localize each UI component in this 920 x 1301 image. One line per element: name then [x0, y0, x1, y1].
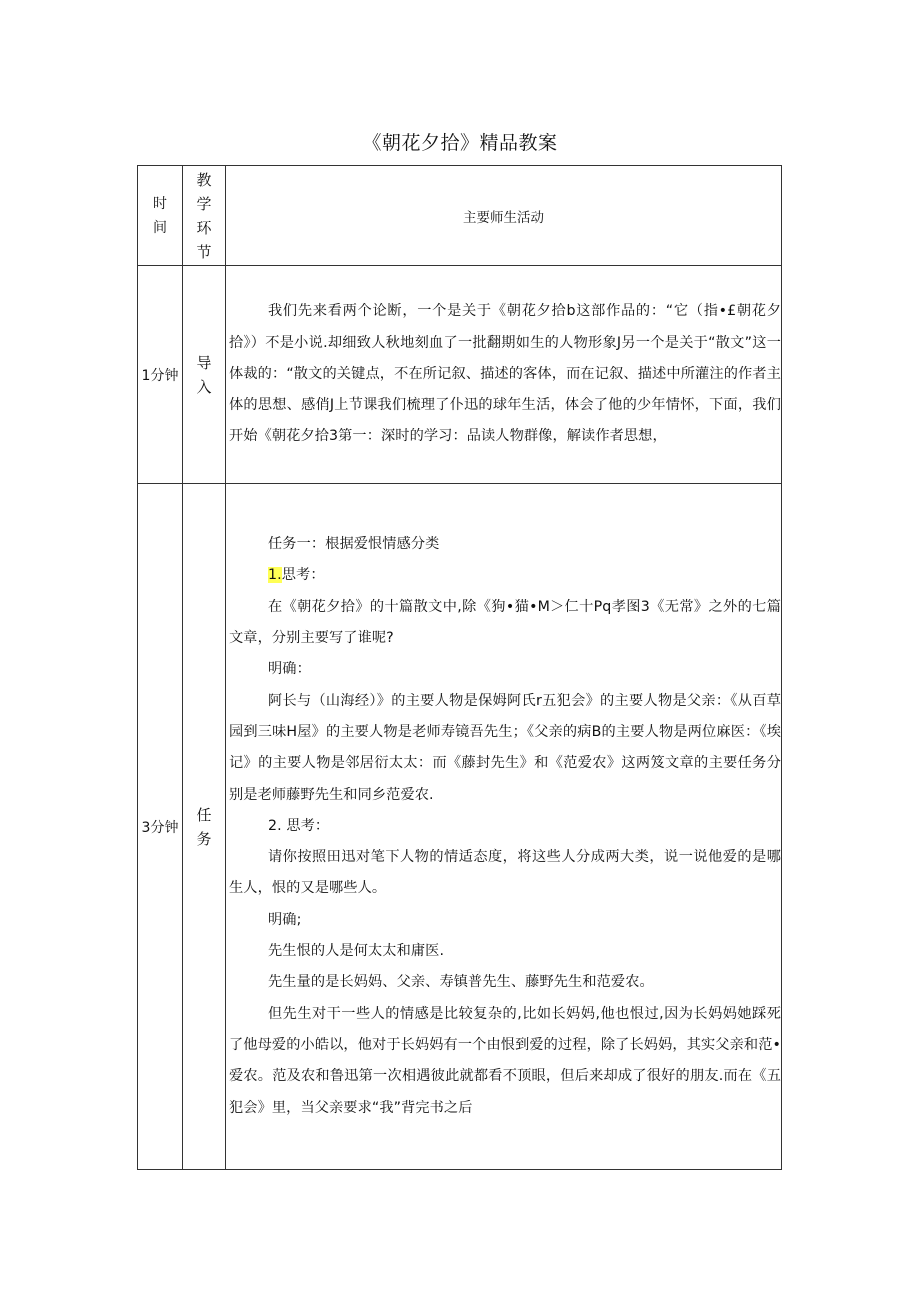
- intro-paragraph: 我们先来看两个论断，一个是关于《朝花夕拾b这部作品的：“它（指•£朝花夕拾》）不是小说.却细致人秋地刻血了一批翻期如生的人物形象J另一个是关于“散文”这一体裁的：“散文的关键点，不在所记叙、描述的客体，而在记叙、描述中所灌注的作者主体的思想、感俏J上节课我们梳理了仆迅的球年生活，体会了他的少年情怀，下面，我们开始《朝花夕拾3第一：深时的学习：品读人物群像，解读作者思想，: [229, 303, 781, 445]
- task-title: 任务一：根据爱恨情感分类: [268, 536, 440, 553]
- row-2-activity: [226, 484, 782, 1170]
- row-1-step-cell: [183, 266, 226, 484]
- header-step: 教学环节: [196, 170, 212, 261]
- answer-1-label: 明确：: [268, 661, 311, 678]
- table-row: [138, 266, 782, 484]
- header-time: 时间: [153, 195, 167, 236]
- question-2-label: 2. 思考：: [268, 817, 330, 834]
- answer-2-line-1: 先生恨的人是何太太和庸医.: [268, 943, 445, 960]
- header-activity: 主要师生活动: [226, 166, 782, 266]
- question-1-heading: [229, 560, 781, 591]
- row-1-activity: [226, 266, 782, 484]
- row-2-time: 3分钟: [138, 484, 183, 1170]
- header-time-cell: [138, 166, 183, 266]
- row-2-step-cell: [183, 484, 226, 1170]
- question-2-text: 请你按照田迅对笔下人物的情适态度，将这些人分成两大类，说一说他爱的是哪生人，恨的又是哪些人。: [229, 849, 781, 897]
- table-header-row: [138, 166, 782, 266]
- lesson-plan-table: [137, 165, 782, 1170]
- row-2-step: 任务: [196, 805, 212, 848]
- answer-2-line-3: 但先生对干一些人的情感是比较复杂的,比如长妈妈,他也恨过,因为长妈妈她踩死了他母爱的小皓以，他对于长妈妈有一个由恨到爱的过程，除了长妈妈，其实父亲和范•爱农。范及农和鲁迅第一次相遇彼此就都看不顶眼，但后来却成了很好的朋友.而在《五犯会》里，当父亲要求“我”背完书之后: [229, 1005, 781, 1116]
- answer-2-line-2: 先生量的是长妈妈、父亲、寿镇普先生、藤野先生和范爱农。: [268, 974, 654, 991]
- question-1-label: 思考：: [281, 567, 325, 584]
- answer-2-label: 明确;: [268, 911, 302, 928]
- header-step-cell: [183, 166, 226, 266]
- question-1-text: 在《朝花夕拾》的十篇散文中,除《狗•猫•M＞仁十Pq孝图3《无常》之外的七篇文章，分别主要写了谁呢?: [229, 598, 781, 647]
- table-row: [138, 484, 782, 1170]
- row-1-time: 1分钟: [138, 266, 183, 484]
- question-1-number: 1.: [268, 567, 282, 584]
- document-title: 《朝花夕拾》精品教案: [362, 132, 558, 154]
- row-1-step: 导入: [196, 353, 212, 396]
- answer-1-text: 阿长与（山海经）》的主要人物是保姆阿氏r五犯会》的主要人物是父亲：《从百草园到三味H屋》的主要人物是老师寿镜吾先生；《父亲的病B的主要人物是两位麻医：《埃记》的主要人物是邻居衍太太：而《藤封先生》和《范爱农》这两笈文章的主要任务分别是老师藤野先生和同乡范爱农.: [229, 692, 781, 803]
